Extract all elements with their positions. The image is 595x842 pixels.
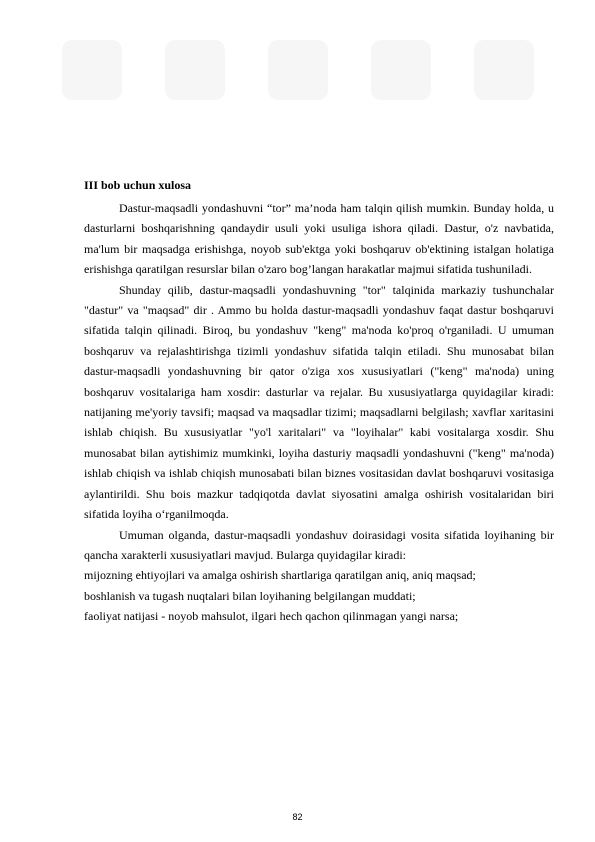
paragraph: Umuman olganda, dastur-maqsadli yondashuv doirasidagi vosita sifatida loyihaning bir qancha xarakterli xususiyatlari mavjud. Bularga quyidagilar kiradi: (84, 527, 554, 562)
section-heading: III bob uchun xulosa (84, 178, 192, 192)
watermark-shape (474, 40, 534, 100)
watermark-shape (268, 40, 328, 100)
watermark-shape (62, 40, 122, 100)
list-item: mijozning ehtiyojlari va amalga oshirish shartlariga qaratilgan aniq, aniq maqsad; (84, 568, 476, 583)
list-item: faoliyat natijasi - noyob mahsulot, ilgari hech qachon qilinmagan yangi narsa; (84, 609, 459, 624)
paragraph: Shunday qilib, dastur-maqsadli yondashuvning "tor" talqinida markaziy tushunchalar "dastur" va "maqsad" dir . Ammo bu holda dastur-maqsadli yondashuv faqat dastur boshqaruvi sifatida talqin qilinadi. Biroq, bu yondashuv "keng" ma'noda ko'proq o'rganiladi. U umuman boshqaruv va rejalashtirishga tizimli yondashuv sifatida talqin etiladi. Shu munosabat bilan dastur-maqsadli yondashuvning bir qator o'ziga xos xususiyatlari ("keng" ma'noda) uning boshqaruv vositalariga ham xosdir: dasturlar va rejalar. Bu xususiyatlarga quyidagilar kiradi: natijaning me'yoriy tavsifi; maqsad va maqsadlar tizimi; maqsadlarni belgilash; xavflar xaritasini ishlab chiqish. Bu xususiyatlar "yo'l xaritalari" va "loyihalar" kabi vositalarga xosdir. Shu munosabat bilan aytishimiz mumkinki, loyiha dasturiy maqsadli yondashuvni ("keng" ma'noda) ishlab chiqish va ishlab chiqish munosabati bilan biznes vositasidan davlat boshqaruvi vositasiga aylantirildi. Shu bois mazkur tadqiqotda davlat siyosatini amalga oshirish vositalaridan biri sifatida loyiha o‘rganilmoqda. (84, 282, 554, 522)
document-body (84, 176, 554, 627)
watermark (0, 0, 595, 140)
list-item: boshlanish va tugash nuqtalari bilan loyihaning belgilangan muddati; (84, 588, 416, 603)
watermark-shape (371, 40, 431, 100)
paragraph: Dastur-maqsadli yondashuvni “tor” ma’noda ham talqin qilish mumkin. Bunday holda, u dasturlarni boshqarishning qandaydir usuli yoki usuliga ishora qiladi. Dastur, o'z navbatida, ma'lum bir maqsadga erishishga, noyob sub'ektga yoki boshqaruv ob'ektining istalgan holatiga erishishga qaratilgan resurslar bilan o'zaro bog’langan harakatlar majmui sifatida tushuniladi. (84, 201, 554, 277)
watermark-shape (165, 40, 225, 100)
page-number: 82 (292, 812, 303, 822)
